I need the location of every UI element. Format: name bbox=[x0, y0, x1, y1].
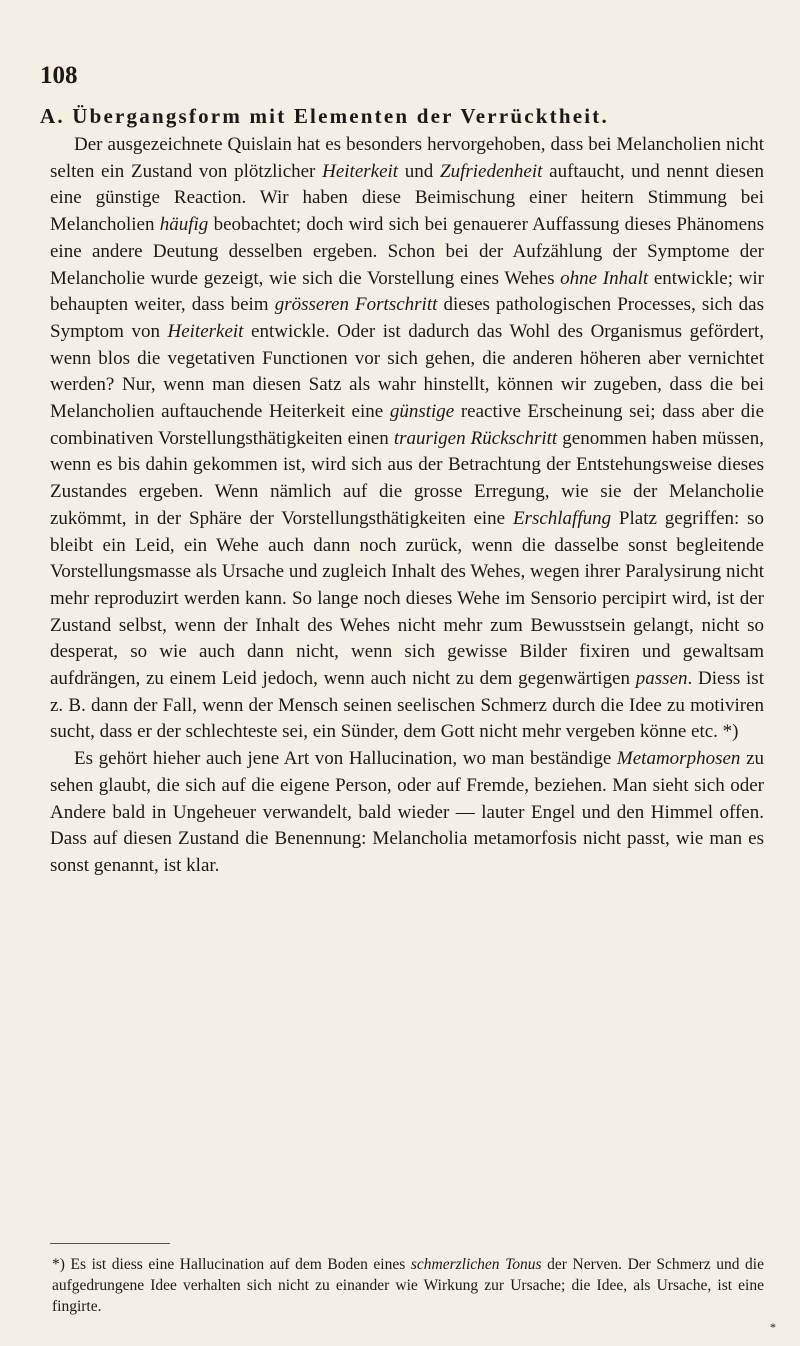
text-run: der Nerven. Der Schmerz und die aufgedrungene Idee verhalten sich nicht zu einander wie Wirkung zur Ursache; die Idee, als Ursache, ist eine fingirte. bbox=[52, 1256, 764, 1315]
section-heading: A. Übergangsform mit Elementen der Verrücktheit. bbox=[40, 104, 609, 128]
text-run: Platz gegriffen: so bleibt ein Leid, ein Wehe auch dann noch zurück, wenn die dasselbe sonst begleitende Vorstellungsmasse als Ursache und zugleich Inhalt des Wehes, wegen ihrer Paralysirung nicht mehr reproduzirt werden kann. So lange noch dieses Wehe im Sensorio percipirt wird, ist der Zustand selbst, wenn der Inhalt des Wehes nicht mehr zum Bewusstsein gelangt, nicht so desperat, so wie auch dann nicht, wenn sich gewisse Bilder fixiren und gewaltsam aufdrängen, zu einem Leid jedoch, wenn auch nicht zu dem gegenwärtigen bbox=[50, 507, 764, 690]
emphasis-text: Heiterkeit bbox=[167, 320, 244, 342]
emphasis-text: häufig bbox=[159, 214, 209, 236]
text-run: dieses pathologischen Processes, sich das Symptom von bbox=[50, 294, 764, 342]
text-run: . Diess ist z. B. dann der Fall, wenn der Mensch seinen seelischen Schmerz durch die Idee zu motiviren sucht, dass er der schlechteste sei, ein Sünder, dem Gott nicht mehr vergeben könne etc. *) bbox=[50, 668, 764, 743]
text-run: Es gehört hieher auch jene Art von Hallucination, wo man beständige bbox=[74, 748, 617, 770]
emphasis-text: passen bbox=[635, 668, 688, 690]
emphasis-text: grösseren Fortschritt bbox=[274, 294, 438, 316]
body-text bbox=[50, 132, 764, 880]
emphasis-text: Erschlaffung bbox=[512, 507, 612, 529]
footnote bbox=[52, 1254, 764, 1317]
page-number: 108 bbox=[40, 62, 78, 89]
text-run: genommen haben müssen, wenn es bis dahin gekommen ist, wird sich aus der Betrachtung der Entstehungsweise dieses Zustandes ergeben. Wenn nämlich auf die grosse Erregung, wie sie der Melancholie zukömmt, in der Sphäre der Vorstellungsthätigkeiten eine bbox=[50, 427, 764, 529]
emphasis-text: Heiterkeit bbox=[322, 160, 399, 182]
text-run: beobachtet; doch wird sich bei genauerer Auffassung dieses Phänomens eine andere Deutung desselben ergeben. Schon bei der Aufzählung der Symptome der Melancholie wurde gezeigt, wie sich die Vorstellung eines Wehes bbox=[50, 214, 764, 289]
text-run: *) Es ist diess eine Hallucination auf dem Boden eines bbox=[52, 1256, 411, 1273]
emphasis-text: schmerzlichen Tonus bbox=[410, 1256, 542, 1273]
footnote-rule bbox=[50, 1243, 170, 1244]
signature-mark: * bbox=[770, 1320, 776, 1334]
emphasis-text: Metamorphosen bbox=[616, 748, 741, 770]
emphasis-text: Zufriedenheit bbox=[440, 160, 543, 182]
text-run: zu sehen glaubt, die sich auf die eigene Person, oder auf Fremde, beziehen. Man sieht sich oder Andere bald in Ungeheuer verwandelt, bald wieder — lauter Engel und den Himmel offen. Dass auf diesen Zustand die Benennung: Melancholia metamorfosis nicht passt, wie man es sonst genannt, ist klar. bbox=[50, 748, 764, 876]
text-run: auftaucht, und nennt diesen eine günstige Reaction. Wir haben diese Beimischung einer heitern Stimmung bei Melancholien bbox=[50, 160, 765, 236]
text-run: entwickle. Oder ist dadurch das Wohl des Organismus gefördert, wenn blos die vegetativen Functionen vor sich gehen, die anderen höheren aber vernichtet werden? Nur, wenn man diesen Satz als wahr hinstellt, können wir zugeben, dass die bei Melancholien auftauchende Heiterkeit eine bbox=[50, 320, 764, 423]
text-run: Der ausgezeichnete Quislain hat es besonders hervorgehoben, dass bei Melancholien nicht selten ein Zustand von plötzlicher bbox=[50, 134, 764, 182]
text-run: reactive Erscheinung sei; dass aber die combinativen Vorstellungsthätigkeiten einen bbox=[50, 401, 764, 449]
paragraph bbox=[50, 132, 764, 746]
emphasis-text: günstige bbox=[389, 401, 455, 423]
paragraph bbox=[50, 746, 764, 880]
emphasis-text: ohne Inhalt bbox=[560, 267, 649, 289]
emphasis-text: traurigen Rückschritt bbox=[393, 427, 558, 449]
text-run: entwickle; wir behaupten weiter, dass beim bbox=[50, 267, 764, 316]
text-run: und bbox=[398, 160, 441, 182]
